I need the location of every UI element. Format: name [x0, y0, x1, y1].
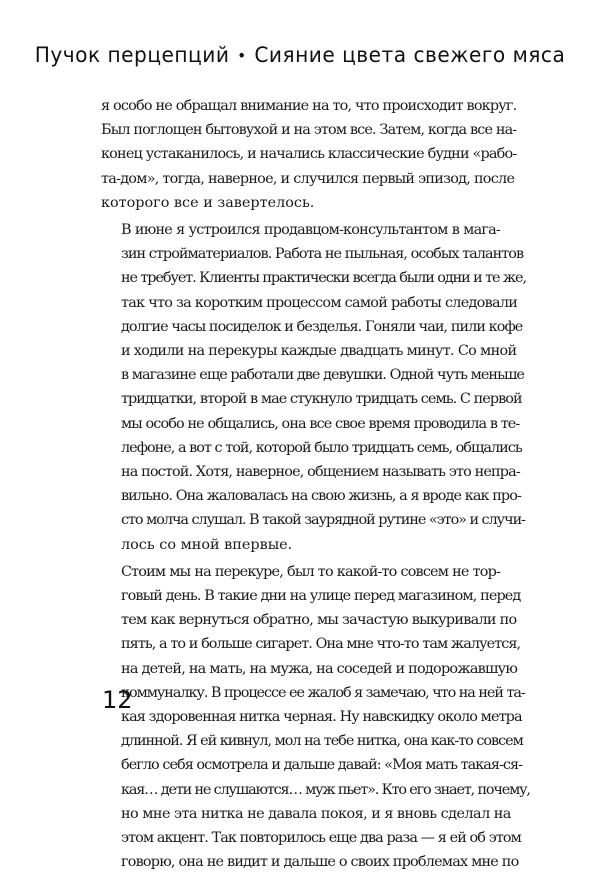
paragraph [101, 218, 526, 557]
text-line: долгие часы посиделок и безделья. Гоняли чаи, пили кофе [121, 318, 523, 335]
text-line: кая… дети не слушаются… муж пьет». Кто его знает, почему, [121, 781, 530, 798]
text-line: говый день. В такие дни на улице перед магазином, перед [121, 588, 521, 605]
text-line: не требует. Клиенты практически всегда были одни и те же, [121, 270, 526, 287]
text-line: бегло себя осмотрела и дальше давай: «Моя мать такая-ся- [121, 757, 523, 774]
text-line: вильно. Она жаловалась на свою жизнь, а я вроде как про- [121, 488, 521, 505]
text-line: этом акцент. Так повторилось еще два раза — я ей об этом [121, 830, 521, 847]
text-line: Стоим мы на перекуре, был то какой-то совсем не тор- [121, 563, 500, 580]
text-line: лось со мной впервые. [121, 536, 293, 553]
paragraph [101, 94, 517, 215]
text-line: мы особо не общались, она все свое время проводила в те- [121, 415, 520, 432]
text-line: коммуналку. В процессе ее жалоб я замечаю, что на ней та- [121, 684, 525, 701]
text-line: лефоне, а вот с той, которой было тридцать семь, общались [121, 439, 522, 456]
text-line: на постой. Хотя, наверное, общением называть это непра- [121, 464, 520, 481]
header-chapter-title: Сияние цвета свежего мяса [254, 43, 566, 67]
text-line: Был поглощен бытовухой и на этом все. Затем, когда все на- [101, 122, 517, 139]
text-line: сто молча слушал. В такой заурядной рутине «это» и случи- [121, 512, 525, 529]
text-line: на детей, на мать, на мужа, на соседей и подорожавшую [121, 660, 518, 677]
body-text [101, 94, 530, 875]
text-line: В июне я устроился продавцом-консультантом в мага- [121, 222, 500, 239]
text-line: я особо не обращал внимание на то, что происходит вокруг. [101, 98, 517, 114]
text-line: тем как вернуться обратно, мы зачастую выкуривали по [121, 612, 517, 629]
header-book-title: Пучок перцепций [34, 43, 230, 67]
text-line: тридцатки, второй в мае стукнуло тридцать семь. С первой [121, 391, 522, 408]
text-line: и ходили на перекуры каждые двадцать минут. Со мной [121, 343, 517, 360]
paragraph [101, 560, 530, 875]
page-number: 12 [102, 686, 133, 714]
text-line: говорю, она не видит и дальше о своих проблемах мне по [121, 854, 519, 871]
text-line: которого все и завертелось. [101, 194, 315, 211]
text-line: кая здоровенная нитка черная. Ну навскидку около метра [121, 709, 522, 726]
text-line: в магазине еще работали две девушки. Одной чуть меньше [121, 367, 524, 384]
text-line: конец устаканилось, и начались классические будни «рабо- [101, 146, 517, 163]
running-header [34, 38, 566, 72]
header-separator: • [237, 45, 247, 65]
text-line: но мне эта нитка не давала покоя, и я вновь сделал на [121, 805, 511, 822]
text-line: пять, а то и больше сигарет. Она мне что-то там жалуется, [121, 636, 521, 653]
text-line: так что за коротким процессом самой работы следовали [121, 294, 518, 311]
text-line: зин стройматериалов. Работа не пыльная, особых талантов [121, 246, 524, 263]
text-line: та-дом», тогда, наверное, и случился первый эпизод, после [101, 170, 515, 187]
text-line: длинной. Я ей кивнул, мол на тебе нитка, она как-то совсем [121, 733, 523, 750]
